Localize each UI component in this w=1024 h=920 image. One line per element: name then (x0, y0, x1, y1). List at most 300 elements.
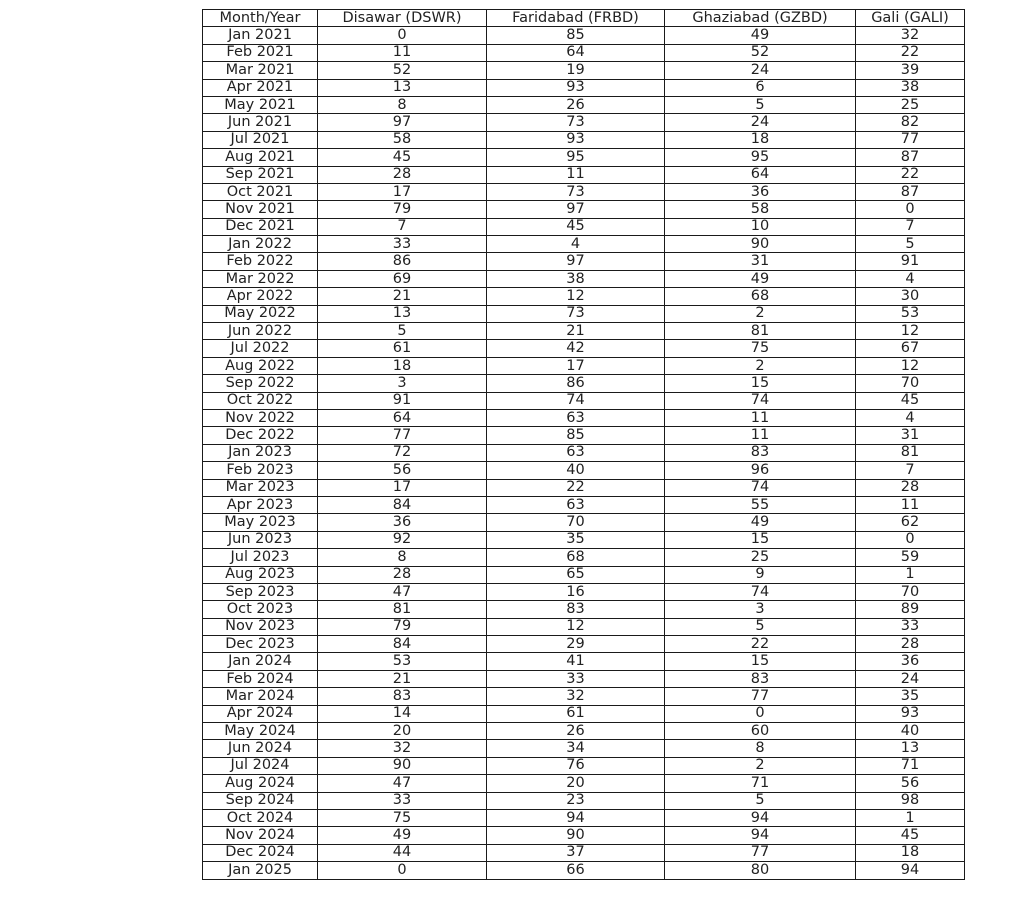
cell-month-year: Jul 2024 (203, 757, 318, 774)
cell-gali: 30 (856, 288, 965, 305)
cell-faridabad: 63 (487, 496, 665, 513)
cell-ghaziabad: 2 (665, 357, 856, 374)
cell-month-year: Jan 2025 (203, 862, 318, 879)
cell-gali: 1 (856, 809, 965, 826)
cell-ghaziabad: 11 (665, 427, 856, 444)
cell-faridabad: 97 (487, 253, 665, 270)
cell-ghaziabad: 15 (665, 653, 856, 670)
cell-gali: 59 (856, 549, 965, 566)
cell-month-year: Jun 2023 (203, 531, 318, 548)
cell-disawar: 33 (318, 236, 487, 253)
cell-ghaziabad: 11 (665, 409, 856, 426)
table-row (203, 79, 965, 96)
cell-faridabad: 33 (487, 670, 665, 687)
cell-ghaziabad: 2 (665, 305, 856, 322)
cell-disawar: 5 (318, 323, 487, 340)
cell-disawar: 97 (318, 114, 487, 131)
table-row (203, 323, 965, 340)
cell-ghaziabad: 96 (665, 462, 856, 479)
cell-month-year: May 2022 (203, 305, 318, 322)
cell-ghaziabad: 49 (665, 270, 856, 287)
cell-disawar: 17 (318, 479, 487, 496)
cell-month-year: Nov 2021 (203, 201, 318, 218)
cell-month-year: Aug 2021 (203, 149, 318, 166)
cell-ghaziabad: 24 (665, 114, 856, 131)
cell-disawar: 91 (318, 392, 487, 409)
table-row (203, 670, 965, 687)
cell-ghaziabad: 36 (665, 183, 856, 200)
cell-disawar: 75 (318, 809, 487, 826)
cell-disawar: 36 (318, 514, 487, 531)
cell-month-year: Jan 2024 (203, 653, 318, 670)
cell-ghaziabad: 71 (665, 775, 856, 792)
cell-gali: 67 (856, 340, 965, 357)
cell-gali: 22 (856, 44, 965, 61)
cell-faridabad: 12 (487, 288, 665, 305)
cell-ghaziabad: 77 (665, 844, 856, 861)
table-row (203, 444, 965, 461)
cell-ghaziabad: 52 (665, 44, 856, 61)
cell-faridabad: 97 (487, 201, 665, 218)
table-row (203, 862, 965, 879)
cell-faridabad: 65 (487, 566, 665, 583)
cell-ghaziabad: 90 (665, 236, 856, 253)
cell-faridabad: 45 (487, 218, 665, 235)
cell-disawar: 79 (318, 201, 487, 218)
cell-faridabad: 29 (487, 636, 665, 653)
cell-gali: 7 (856, 462, 965, 479)
cell-month-year: Oct 2024 (203, 809, 318, 826)
cell-faridabad: 23 (487, 792, 665, 809)
cell-disawar: 61 (318, 340, 487, 357)
table-row (203, 114, 965, 131)
cell-month-year: Oct 2021 (203, 183, 318, 200)
cell-gali: 4 (856, 270, 965, 287)
cell-gali: 93 (856, 705, 965, 722)
cell-month-year: Nov 2024 (203, 827, 318, 844)
cell-faridabad: 86 (487, 375, 665, 392)
cell-month-year: Jul 2022 (203, 340, 318, 357)
cell-faridabad: 73 (487, 305, 665, 322)
cell-faridabad: 66 (487, 862, 665, 879)
cell-disawar: 58 (318, 131, 487, 148)
cell-gali: 89 (856, 601, 965, 618)
cell-faridabad: 61 (487, 705, 665, 722)
cell-disawar: 21 (318, 288, 487, 305)
cell-month-year: Aug 2024 (203, 775, 318, 792)
header-month-year: Month/Year (203, 10, 318, 27)
cell-disawar: 83 (318, 688, 487, 705)
cell-disawar: 84 (318, 496, 487, 513)
table-row (203, 653, 965, 670)
cell-month-year: Dec 2023 (203, 636, 318, 653)
cell-ghaziabad: 80 (665, 862, 856, 879)
table-row (203, 583, 965, 600)
table-row (203, 409, 965, 426)
cell-month-year: Dec 2021 (203, 218, 318, 235)
table-row (203, 288, 965, 305)
cell-disawar: 81 (318, 601, 487, 618)
table-row (203, 601, 965, 618)
cell-month-year: Apr 2024 (203, 705, 318, 722)
cell-faridabad: 74 (487, 392, 665, 409)
cell-faridabad: 85 (487, 427, 665, 444)
header-row (203, 10, 965, 27)
cell-faridabad: 95 (487, 149, 665, 166)
cell-disawar: 47 (318, 583, 487, 600)
cell-gali: 87 (856, 149, 965, 166)
cell-month-year: Jan 2023 (203, 444, 318, 461)
table-row (203, 740, 965, 757)
cell-gali: 18 (856, 844, 965, 861)
cell-faridabad: 63 (487, 409, 665, 426)
table-row (203, 479, 965, 496)
cell-ghaziabad: 75 (665, 340, 856, 357)
cell-disawar: 20 (318, 723, 487, 740)
cell-disawar: 8 (318, 96, 487, 113)
cell-ghaziabad: 83 (665, 670, 856, 687)
table-row (203, 183, 965, 200)
cell-ghaziabad: 83 (665, 444, 856, 461)
cell-gali: 22 (856, 166, 965, 183)
cell-ghaziabad: 2 (665, 757, 856, 774)
cell-disawar: 21 (318, 670, 487, 687)
cell-gali: 32 (856, 27, 965, 44)
header-ghaziabad: Ghaziabad (GZBD) (665, 10, 856, 27)
cell-disawar: 13 (318, 305, 487, 322)
cell-gali: 56 (856, 775, 965, 792)
header-disawar: Disawar (DSWR) (318, 10, 487, 27)
table-row (203, 392, 965, 409)
cell-month-year: Dec 2024 (203, 844, 318, 861)
cell-gali: 1 (856, 566, 965, 583)
table-row (203, 236, 965, 253)
cell-gali: 25 (856, 96, 965, 113)
cell-faridabad: 93 (487, 131, 665, 148)
cell-gali: 12 (856, 357, 965, 374)
cell-gali: 33 (856, 618, 965, 635)
cell-month-year: Jun 2024 (203, 740, 318, 757)
cell-month-year: Apr 2021 (203, 79, 318, 96)
cell-month-year: Feb 2023 (203, 462, 318, 479)
cell-month-year: Jun 2021 (203, 114, 318, 131)
table-row (203, 775, 965, 792)
cell-disawar: 90 (318, 757, 487, 774)
table-row (203, 253, 965, 270)
cell-faridabad: 17 (487, 357, 665, 374)
table-row (203, 62, 965, 79)
cell-gali: 38 (856, 79, 965, 96)
cell-ghaziabad: 24 (665, 62, 856, 79)
cell-gali: 31 (856, 427, 965, 444)
cell-disawar: 52 (318, 62, 487, 79)
cell-gali: 70 (856, 375, 965, 392)
cell-disawar: 11 (318, 44, 487, 61)
cell-month-year: Apr 2022 (203, 288, 318, 305)
cell-month-year: Sep 2021 (203, 166, 318, 183)
cell-ghaziabad: 10 (665, 218, 856, 235)
table-row (203, 636, 965, 653)
table-row (203, 792, 965, 809)
cell-gali: 81 (856, 444, 965, 461)
table-row (203, 514, 965, 531)
cell-disawar: 32 (318, 740, 487, 757)
table-row (203, 688, 965, 705)
cell-gali: 35 (856, 688, 965, 705)
cell-faridabad: 42 (487, 340, 665, 357)
cell-gali: 36 (856, 653, 965, 670)
cell-ghaziabad: 81 (665, 323, 856, 340)
cell-month-year: Nov 2023 (203, 618, 318, 635)
cell-ghaziabad: 68 (665, 288, 856, 305)
cell-disawar: 92 (318, 531, 487, 548)
cell-ghaziabad: 6 (665, 79, 856, 96)
cell-ghaziabad: 8 (665, 740, 856, 757)
cell-gali: 4 (856, 409, 965, 426)
cell-month-year: Feb 2024 (203, 670, 318, 687)
cell-gali: 12 (856, 323, 965, 340)
cell-faridabad: 19 (487, 62, 665, 79)
cell-gali: 94 (856, 862, 965, 879)
cell-faridabad: 21 (487, 323, 665, 340)
cell-gali: 24 (856, 670, 965, 687)
cell-faridabad: 37 (487, 844, 665, 861)
cell-gali: 71 (856, 757, 965, 774)
cell-faridabad: 83 (487, 601, 665, 618)
cell-month-year: May 2023 (203, 514, 318, 531)
cell-disawar: 14 (318, 705, 487, 722)
cell-ghaziabad: 77 (665, 688, 856, 705)
cell-disawar: 3 (318, 375, 487, 392)
cell-gali: 82 (856, 114, 965, 131)
table-row (203, 166, 965, 183)
cell-disawar: 84 (318, 636, 487, 653)
cell-faridabad: 64 (487, 44, 665, 61)
cell-ghaziabad: 5 (665, 96, 856, 113)
cell-gali: 45 (856, 827, 965, 844)
cell-disawar: 0 (318, 862, 487, 879)
table-row (203, 218, 965, 235)
cell-faridabad: 93 (487, 79, 665, 96)
cell-month-year: Sep 2024 (203, 792, 318, 809)
table-row (203, 531, 965, 548)
cell-disawar: 28 (318, 566, 487, 583)
table-row (203, 96, 965, 113)
cell-month-year: Jul 2023 (203, 549, 318, 566)
cell-disawar: 79 (318, 618, 487, 635)
cell-ghaziabad: 5 (665, 618, 856, 635)
cell-month-year: Oct 2022 (203, 392, 318, 409)
cell-ghaziabad: 31 (665, 253, 856, 270)
table-row (203, 201, 965, 218)
cell-disawar: 28 (318, 166, 487, 183)
table-row (203, 844, 965, 861)
cell-faridabad: 63 (487, 444, 665, 461)
cell-month-year: Mar 2023 (203, 479, 318, 496)
cell-faridabad: 40 (487, 462, 665, 479)
cell-month-year: Jan 2021 (203, 27, 318, 44)
cell-month-year: Mar 2021 (203, 62, 318, 79)
cell-gali: 28 (856, 636, 965, 653)
cell-faridabad: 90 (487, 827, 665, 844)
cell-disawar: 64 (318, 409, 487, 426)
cell-gali: 39 (856, 62, 965, 79)
cell-month-year: Dec 2022 (203, 427, 318, 444)
header-faridabad: Faridabad (FRBD) (487, 10, 665, 27)
cell-gali: 11 (856, 496, 965, 513)
cell-month-year: Aug 2023 (203, 566, 318, 583)
cell-faridabad: 26 (487, 96, 665, 113)
cell-ghaziabad: 58 (665, 201, 856, 218)
cell-gali: 0 (856, 531, 965, 548)
cell-disawar: 53 (318, 653, 487, 670)
cell-month-year: Sep 2023 (203, 583, 318, 600)
table-row (203, 566, 965, 583)
cell-gali: 45 (856, 392, 965, 409)
cell-faridabad: 70 (487, 514, 665, 531)
cell-faridabad: 76 (487, 757, 665, 774)
table-row (203, 427, 965, 444)
table-header (203, 10, 965, 27)
cell-month-year: Aug 2022 (203, 357, 318, 374)
cell-faridabad: 68 (487, 549, 665, 566)
cell-ghaziabad: 94 (665, 809, 856, 826)
table-row (203, 809, 965, 826)
cell-ghaziabad: 60 (665, 723, 856, 740)
cell-ghaziabad: 74 (665, 479, 856, 496)
cell-month-year: Jan 2022 (203, 236, 318, 253)
cell-disawar: 13 (318, 79, 487, 96)
cell-ghaziabad: 74 (665, 392, 856, 409)
cell-ghaziabad: 22 (665, 636, 856, 653)
header-gali: Gali (GALI) (856, 10, 965, 27)
table-row (203, 270, 965, 287)
table-row (203, 705, 965, 722)
cell-gali: 0 (856, 201, 965, 218)
cell-faridabad: 73 (487, 183, 665, 200)
cell-month-year: May 2021 (203, 96, 318, 113)
table-body (203, 27, 965, 879)
cell-faridabad: 41 (487, 653, 665, 670)
cell-gali: 87 (856, 183, 965, 200)
cell-gali: 40 (856, 723, 965, 740)
table-row (203, 305, 965, 322)
table-row (203, 375, 965, 392)
cell-month-year: Jul 2021 (203, 131, 318, 148)
cell-disawar: 45 (318, 149, 487, 166)
table-row (203, 618, 965, 635)
cell-faridabad: 26 (487, 723, 665, 740)
cell-disawar: 72 (318, 444, 487, 461)
cell-disawar: 17 (318, 183, 487, 200)
cell-ghaziabad: 74 (665, 583, 856, 600)
results-table (202, 9, 965, 880)
cell-ghaziabad: 9 (665, 566, 856, 583)
cell-ghaziabad: 15 (665, 375, 856, 392)
cell-month-year: May 2024 (203, 723, 318, 740)
cell-gali: 28 (856, 479, 965, 496)
cell-ghaziabad: 64 (665, 166, 856, 183)
cell-disawar: 18 (318, 357, 487, 374)
cell-disawar: 77 (318, 427, 487, 444)
cell-faridabad: 38 (487, 270, 665, 287)
cell-faridabad: 16 (487, 583, 665, 600)
cell-month-year: Mar 2022 (203, 270, 318, 287)
cell-month-year: Nov 2022 (203, 409, 318, 426)
cell-disawar: 69 (318, 270, 487, 287)
cell-ghaziabad: 49 (665, 514, 856, 531)
cell-month-year: Feb 2022 (203, 253, 318, 270)
cell-faridabad: 34 (487, 740, 665, 757)
cell-gali: 5 (856, 236, 965, 253)
cell-gali: 62 (856, 514, 965, 531)
table-row (203, 462, 965, 479)
cell-month-year: Oct 2023 (203, 601, 318, 618)
cell-ghaziabad: 95 (665, 149, 856, 166)
table-row (203, 549, 965, 566)
cell-gali: 7 (856, 218, 965, 235)
cell-disawar: 56 (318, 462, 487, 479)
cell-ghaziabad: 94 (665, 827, 856, 844)
cell-ghaziabad: 15 (665, 531, 856, 548)
cell-disawar: 7 (318, 218, 487, 235)
cell-month-year: Feb 2021 (203, 44, 318, 61)
table-row (203, 340, 965, 357)
table-row (203, 496, 965, 513)
cell-faridabad: 20 (487, 775, 665, 792)
cell-ghaziabad: 18 (665, 131, 856, 148)
cell-ghaziabad: 5 (665, 792, 856, 809)
table-row (203, 149, 965, 166)
cell-gali: 13 (856, 740, 965, 757)
cell-ghaziabad: 0 (665, 705, 856, 722)
cell-faridabad: 73 (487, 114, 665, 131)
table-row (203, 827, 965, 844)
table-row (203, 27, 965, 44)
table-row (203, 723, 965, 740)
cell-month-year: Apr 2023 (203, 496, 318, 513)
cell-faridabad: 4 (487, 236, 665, 253)
cell-gali: 53 (856, 305, 965, 322)
cell-faridabad: 32 (487, 688, 665, 705)
cell-faridabad: 12 (487, 618, 665, 635)
cell-month-year: Jun 2022 (203, 323, 318, 340)
cell-ghaziabad: 55 (665, 496, 856, 513)
cell-faridabad: 35 (487, 531, 665, 548)
cell-ghaziabad: 49 (665, 27, 856, 44)
cell-month-year: Mar 2024 (203, 688, 318, 705)
cell-disawar: 44 (318, 844, 487, 861)
cell-faridabad: 22 (487, 479, 665, 496)
table-row (203, 131, 965, 148)
cell-disawar: 0 (318, 27, 487, 44)
table-row (203, 44, 965, 61)
cell-month-year: Sep 2022 (203, 375, 318, 392)
table-row (203, 357, 965, 374)
cell-gali: 98 (856, 792, 965, 809)
cell-ghaziabad: 3 (665, 601, 856, 618)
cell-disawar: 49 (318, 827, 487, 844)
cell-disawar: 86 (318, 253, 487, 270)
cell-ghaziabad: 25 (665, 549, 856, 566)
table-row (203, 757, 965, 774)
cell-faridabad: 11 (487, 166, 665, 183)
cell-faridabad: 94 (487, 809, 665, 826)
cell-faridabad: 85 (487, 27, 665, 44)
cell-gali: 77 (856, 131, 965, 148)
cell-gali: 91 (856, 253, 965, 270)
cell-disawar: 47 (318, 775, 487, 792)
